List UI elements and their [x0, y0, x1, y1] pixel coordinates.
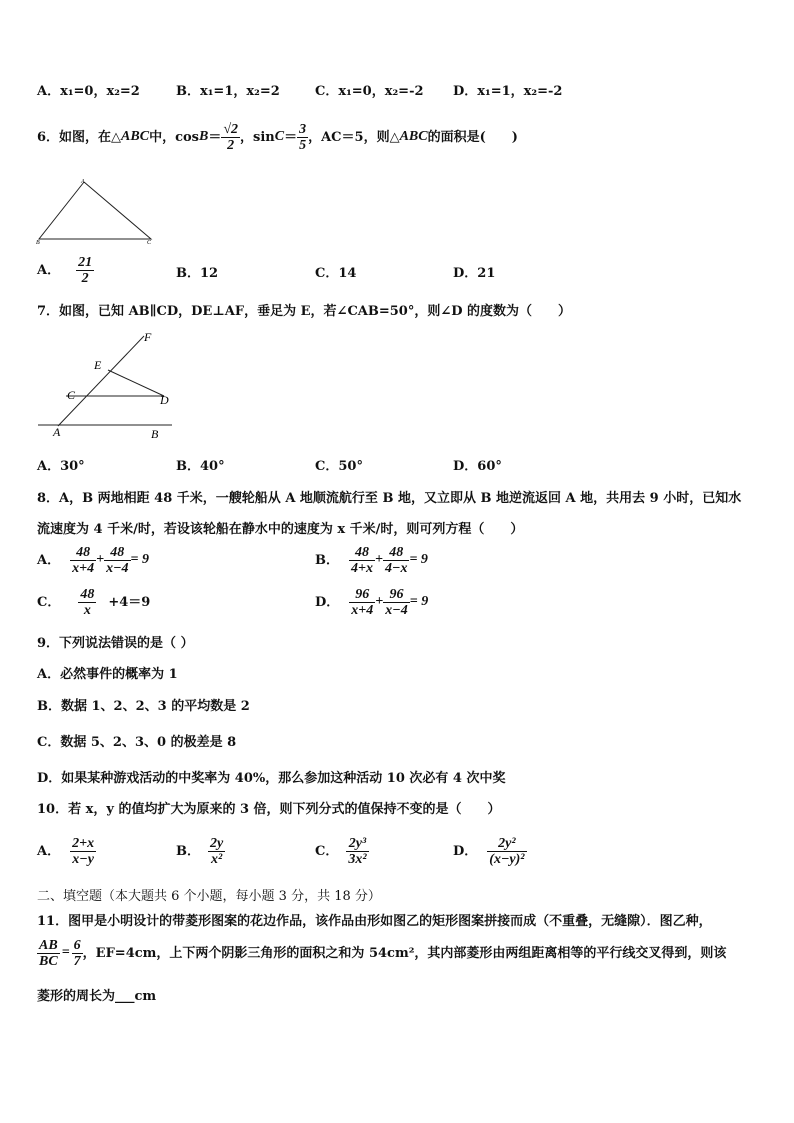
q6-label-a: A: [81, 179, 85, 185]
q6-label-c: C: [147, 240, 152, 246]
q5-option-d: D．x₁=1，x₂=-2: [453, 84, 563, 99]
q8-stem-line2: 流速度为 4 千米/时，若设该轮船在静水中的速度为 x 千米/时，则可列方程（ ）: [37, 522, 524, 537]
q8-option-c: C． $\frac{48}{x}$ +4＝9: [37, 587, 151, 619]
q9-option-a: A．必然事件的概率为 1: [37, 667, 178, 682]
q8-option-b: B． $\frac{48}{4+x}$ + $\frac{48}{4-x}$ = 9: [315, 545, 428, 577]
q8-stem-line1: 8．A，B 两地相距 48 千米，一艘轮船从 A 地顺流航行至 B 地，又立即从 B 地逆流返回 A 地，共用去 9 小时，已知水: [37, 491, 742, 506]
q7-option-d: D．60°: [453, 459, 502, 474]
q10-option-a: A． $\frac{2+x}{x-y}$: [37, 836, 95, 868]
q9-option-c: C．数据 5、2、3、0 的极差是 8: [37, 735, 237, 750]
q9-stem: 9．下列说法错误的是（ ）: [37, 636, 194, 651]
q7-stem: 7．如图，已知 AB∥CD，DE⊥AF，垂足为 E，若∠CAB=50°，则∠D 的度数为（ ）: [37, 304, 572, 319]
q6-option-d: D．21: [453, 266, 496, 281]
q7-label-d: D: [160, 393, 169, 407]
q11-line1: 11．图甲是小明设计的带菱形图案的花边作品，该作品由形如图乙的矩形图案拼接而成（不重叠，无缝隙）．图乙种，: [37, 914, 712, 929]
q5-option-a: A．x₁=0，x₂=2: [37, 84, 140, 99]
q6-cosb-fraction: $\frac{√2}{2}$: [223, 122, 239, 154]
q6-sinc-fraction: $\frac{3}{5}$: [299, 122, 307, 154]
q6-stem: 6．如图，在△ ABC 中，cos B ＝ $\frac{√2}{2}$ ，sin C ＝ $\frac{3}{5}$ ，AC＝5，则△ ABC 的面积是( ): [37, 122, 518, 154]
q10-stem: 10．若 x，y 的值均扩大为原来的 3 倍，则下列分式的值保持不变的是（ ）: [37, 802, 501, 817]
q6-option-a-fraction: $\frac{21}{2}$: [78, 255, 93, 287]
q6-option-a: A． $\frac{21}{2}$: [37, 255, 93, 287]
q7-label-a: A: [53, 425, 61, 439]
q7-option-c: C．50°: [315, 459, 363, 474]
section-fill-in-heading: 二、填空题（本大题共 6 个小题，每小题 3 分，共 18 分）: [37, 889, 381, 904]
q6-label-b: B: [36, 240, 40, 246]
q11-line3: 菱形的周长为___cm: [37, 989, 157, 1004]
q6-option-c: C．14: [315, 266, 357, 281]
q8-option-d: D． $\frac{96}{x+4}$ + $\frac{96}{x-4}$ = 9: [315, 587, 429, 619]
q10-option-c: C． $\frac{\text{2y³}}{\text{3x²}}$: [315, 836, 367, 868]
q7-label-e: E: [94, 358, 102, 372]
q6-option-b: B．12: [176, 266, 219, 281]
q10-option-b: B． $\frac{2y}{\text{x²}}$: [176, 836, 224, 868]
q7-parallel-lines-figure: [36, 330, 174, 442]
q5-option-c: C．x₁=0，x₂=-2: [315, 84, 424, 99]
q5-option-b: B．x₁=1，x₂=2: [176, 84, 280, 99]
q11-line2: $\frac{AB}{BC}$ = $\frac{6}{7}$ ，EF=4cm，上下两个阴影三角形的面积之和为 54cm²，其内部菱形由两组距离相等的平行线交叉得到，则该: [39, 938, 727, 970]
q7-label-c: C: [67, 388, 76, 402]
q7-label-f: F: [144, 330, 152, 344]
q9-option-b: B．数据 1、2、2、3 的平均数是 2: [37, 699, 250, 714]
q8-option-a: A． $\frac{48}{x+4}$ + $\frac{48}{x-4}$ = 9: [37, 545, 150, 577]
q7-label-b: B: [151, 427, 159, 441]
q6-triangle-figure: [34, 176, 159, 246]
q7-option-b: B．40°: [176, 459, 225, 474]
q7-option-a: A．30°: [37, 459, 85, 474]
q9-option-d: D．如果某种游戏活动的中奖率为 40%，那么参加这种活动 10 次必有 4 次中奖: [37, 771, 506, 786]
q10-option-d: D． $\frac{\text{2y²}}{\text{(x−y)²}}$: [453, 836, 525, 868]
